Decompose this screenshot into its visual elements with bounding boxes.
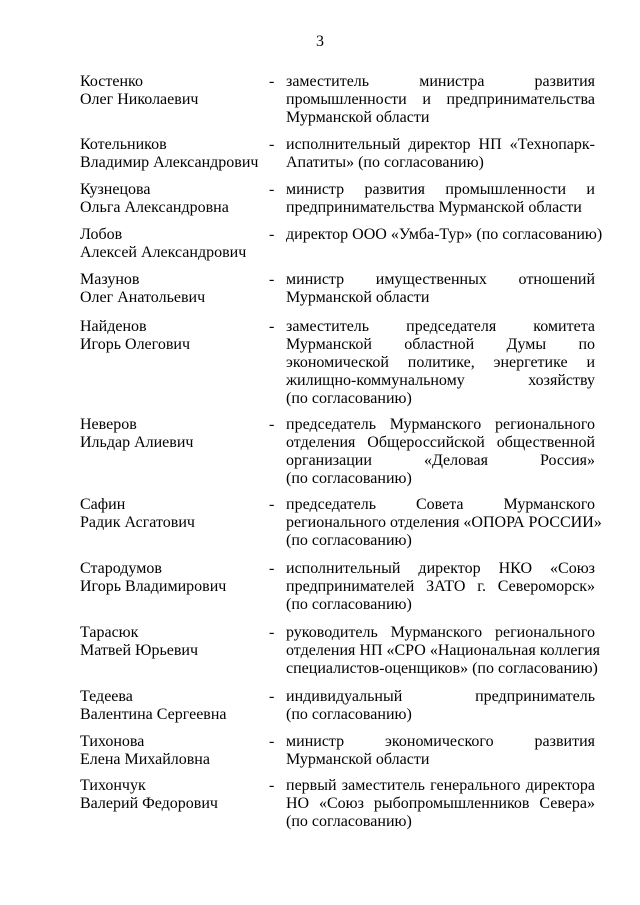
position-line: НО «Союз рыбопромышленников Севера» xyxy=(286,795,595,812)
position-line: отделения Общероссийской общественной xyxy=(286,434,595,451)
position-line: (по согласованию) xyxy=(286,596,412,613)
position-line: Мурманской областной Думы по xyxy=(286,336,595,353)
member-surname: Неверов xyxy=(80,416,137,433)
position-line: министр имущественных отношений xyxy=(286,271,595,288)
member-given-names: Валентина Сергеевна xyxy=(80,706,227,723)
member-given-names: Олег Анатольевич xyxy=(80,289,206,306)
entry-dash: - xyxy=(269,73,275,90)
member-name xyxy=(80,271,270,307)
entry-dash: - xyxy=(269,318,275,335)
member-surname: Котельников xyxy=(80,136,167,153)
member-position xyxy=(286,136,595,172)
position-line: заместитель председателя комитета xyxy=(286,318,595,335)
member-name xyxy=(80,73,270,109)
member-given-names: Матвей Юрьевич xyxy=(80,642,199,659)
entry-dash: - xyxy=(269,226,275,243)
member-position xyxy=(286,624,601,678)
member-given-names: Елена Михайловна xyxy=(80,751,210,768)
position-line: регионального отделения «ОПОРА РОССИИ» xyxy=(286,514,602,531)
member-given-names: Ольга Александровна xyxy=(80,199,229,216)
member-surname: Костенко xyxy=(80,73,143,90)
member-given-names: Олег Николаевич xyxy=(80,91,199,108)
member-given-names: Ильдар Алиевич xyxy=(80,434,194,451)
position-line: Апатиты» (по согласованию) xyxy=(286,154,484,171)
member-given-names: Алексей Александрович xyxy=(80,244,247,261)
member-surname: Найденов xyxy=(80,318,147,335)
position-line: (по согласованию) xyxy=(286,390,412,407)
position-line: председатель Мурманского регионального xyxy=(286,416,595,433)
member-name xyxy=(80,181,270,217)
position-line: руководитель Мурманского регионального xyxy=(286,624,595,641)
position-line: предпринимательства Мурманской области xyxy=(286,199,582,216)
member-given-names: Игорь Владимирович xyxy=(80,578,227,595)
member-surname: Стародумов xyxy=(80,560,162,577)
member-given-names: Валерий Федорович xyxy=(80,795,218,812)
position-line: специалистов-оценщиков» (по согласованию) xyxy=(286,660,598,677)
member-surname: Кузнецова xyxy=(80,181,151,198)
member-surname: Мазунов xyxy=(80,271,140,288)
member-name xyxy=(80,688,270,724)
entry-dash: - xyxy=(269,624,275,641)
position-line: промышленности и предпринимательства xyxy=(286,91,595,108)
member-name xyxy=(80,416,270,452)
member-position xyxy=(286,226,603,244)
member-position xyxy=(286,688,595,724)
entry-dash: - xyxy=(269,688,275,705)
member-name xyxy=(80,318,270,354)
member-position xyxy=(286,416,595,488)
entry-dash: - xyxy=(269,136,275,153)
member-name xyxy=(80,624,270,660)
member-name xyxy=(80,777,270,813)
position-line: министр развития промышленности и xyxy=(286,181,595,198)
entry-dash: - xyxy=(269,496,275,513)
member-surname: Тедеева xyxy=(80,688,133,705)
position-line: министр экономического развития xyxy=(286,733,595,750)
member-position xyxy=(286,181,595,217)
entry-dash: - xyxy=(269,777,275,794)
position-line: исполнительный директор НКО «Союз xyxy=(286,560,595,577)
position-line: индивидуальный предприниматель xyxy=(286,688,595,705)
position-line: Мурманской области xyxy=(286,109,430,126)
position-line: заместитель министра развития xyxy=(286,73,595,90)
member-name xyxy=(80,136,270,172)
position-line: организации «Деловая Россия» xyxy=(286,452,595,469)
position-line: (по согласованию) xyxy=(286,532,412,549)
member-position xyxy=(286,73,595,127)
page-number: 3 xyxy=(316,33,324,50)
position-line: (по согласованию) xyxy=(286,706,412,723)
entry-dash: - xyxy=(269,733,275,750)
entry-dash: - xyxy=(269,416,275,433)
position-line: первый заместитель генерального директора xyxy=(286,777,595,794)
member-surname: Тихонова xyxy=(80,733,145,750)
member-name xyxy=(80,733,270,769)
position-line: предпринимателей ЗАТО г. Североморск» xyxy=(286,578,595,595)
member-position xyxy=(286,271,595,307)
position-line: жилищно-коммунальному хозяйству xyxy=(286,372,595,389)
entry-dash: - xyxy=(269,181,275,198)
member-position xyxy=(286,733,595,769)
member-position xyxy=(286,777,595,831)
member-surname: Тарасюк xyxy=(80,624,139,641)
member-surname: Тихончук xyxy=(80,777,146,794)
position-line: отделения НП «СРО «Национальная коллегия xyxy=(286,642,601,659)
entry-dash: - xyxy=(269,560,275,577)
position-line: исполнительный директор НП «Технопарк- xyxy=(286,136,595,153)
member-given-names: Владимир Александрович xyxy=(80,154,259,171)
member-given-names: Радик Асгатович xyxy=(80,514,195,531)
position-line: Мурманской области xyxy=(286,289,430,306)
member-name xyxy=(80,226,270,262)
member-position xyxy=(286,318,595,408)
member-surname: Лобов xyxy=(80,226,123,243)
position-line: председатель Совета Мурманского xyxy=(286,496,595,513)
member-name xyxy=(80,560,270,596)
member-name xyxy=(80,496,270,532)
entry-dash: - xyxy=(269,271,275,288)
position-line: Мурманской области xyxy=(286,751,430,768)
member-surname: Сафин xyxy=(80,496,126,513)
position-line: (по согласованию) xyxy=(286,470,412,487)
member-position xyxy=(286,560,595,614)
member-given-names: Игорь Олегович xyxy=(80,336,190,353)
position-line: экономической политике, энергетике и xyxy=(286,354,595,371)
member-position xyxy=(286,496,602,550)
position-line: (по согласованию) xyxy=(286,813,412,830)
position-line: директор ООО «Умба-Тур» (по согласованию) xyxy=(286,226,603,243)
